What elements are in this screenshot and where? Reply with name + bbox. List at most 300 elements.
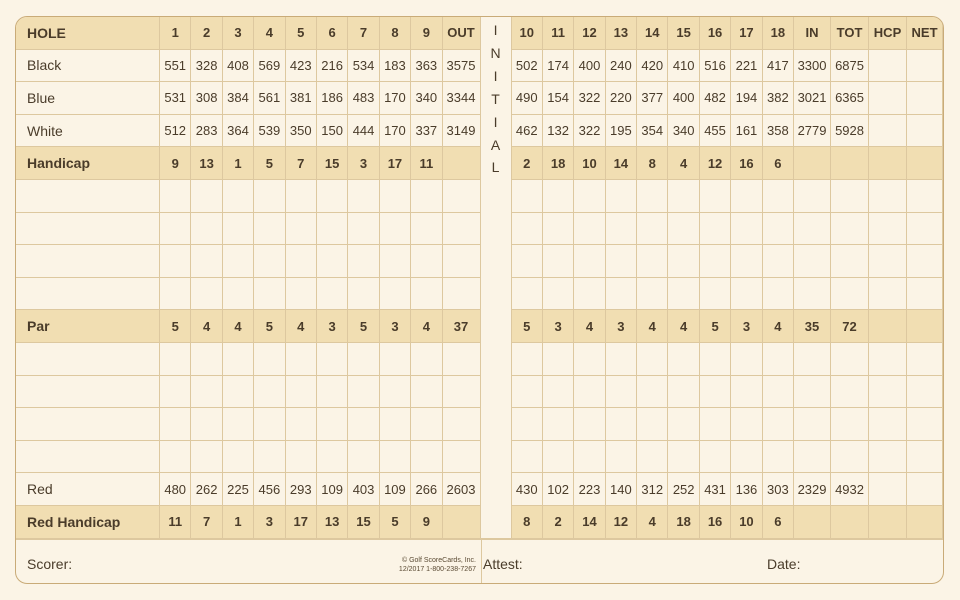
score-cell	[223, 245, 254, 278]
score-cell	[574, 278, 605, 311]
score-cell	[763, 343, 794, 376]
copyright-notice	[384, 556, 476, 574]
score-cell	[543, 180, 574, 213]
score-cell: 252	[668, 473, 699, 506]
score-cell	[637, 441, 668, 474]
footer-divider	[481, 540, 482, 584]
hcp-cell	[869, 82, 907, 115]
score-cell: 410	[668, 50, 699, 83]
initial-column	[481, 17, 512, 539]
hole-number: 10	[512, 17, 543, 50]
score-cell	[637, 245, 668, 278]
score-cell	[348, 213, 379, 246]
score-cell: 456	[254, 473, 285, 506]
score-cell: 455	[700, 115, 731, 148]
scorer-label: Scorer:	[27, 556, 73, 572]
score-cell	[700, 441, 731, 474]
score-cell	[286, 376, 317, 409]
score-cell	[574, 376, 605, 409]
score-cell	[160, 213, 191, 246]
score-cell	[254, 278, 285, 311]
score-cell: 444	[348, 115, 379, 148]
score-cell: 377	[637, 82, 668, 115]
net-cell	[907, 278, 943, 311]
score-cell	[606, 441, 637, 474]
score-cell: 132	[543, 115, 574, 148]
out-cell: 2603	[443, 473, 481, 506]
score-cell: 5	[512, 310, 543, 343]
score-cell: 1	[223, 506, 254, 539]
score-cell: 502	[512, 50, 543, 83]
scorecard-grid	[16, 17, 943, 539]
score-cell: 4	[191, 310, 222, 343]
score-cell	[700, 180, 731, 213]
hcp-cell	[869, 213, 907, 246]
score-cell: 531	[160, 82, 191, 115]
score-cell	[286, 278, 317, 311]
score-cell	[348, 441, 379, 474]
score-cell: 174	[543, 50, 574, 83]
score-cell	[254, 213, 285, 246]
score-cell	[411, 245, 442, 278]
row-label: Handicap	[16, 147, 160, 180]
score-cell	[223, 376, 254, 409]
score-cell	[606, 245, 637, 278]
score-cell	[348, 408, 379, 441]
score-cell	[700, 245, 731, 278]
score-cell	[543, 245, 574, 278]
out-cell	[443, 180, 481, 213]
score-cell: 354	[637, 115, 668, 148]
score-cell	[763, 213, 794, 246]
score-cell	[380, 278, 411, 311]
hole-number: 9	[411, 17, 442, 50]
score-cell: 569	[254, 50, 285, 83]
score-cell: 266	[411, 473, 442, 506]
hcp-cell	[869, 278, 907, 311]
hole-number: 13	[606, 17, 637, 50]
score-cell	[191, 245, 222, 278]
score-cell	[574, 343, 605, 376]
initial-letter: I	[493, 68, 498, 85]
score-cell: 9	[160, 147, 191, 180]
score-cell	[254, 441, 285, 474]
tot-cell: 72	[831, 310, 869, 343]
score-cell	[668, 245, 699, 278]
in-cell	[794, 245, 831, 278]
out-cell	[443, 506, 481, 539]
row-label	[16, 376, 160, 409]
score-cell	[223, 278, 254, 311]
score-cell	[731, 441, 762, 474]
score-cell	[512, 213, 543, 246]
score-cell: 340	[668, 115, 699, 148]
score-cell: 490	[512, 82, 543, 115]
row-label	[16, 343, 160, 376]
score-cell	[160, 343, 191, 376]
score-cell: 216	[317, 50, 348, 83]
score-cell	[512, 278, 543, 311]
in-header: IN	[794, 17, 831, 50]
score-cell: 2	[512, 147, 543, 180]
score-cell	[574, 408, 605, 441]
score-cell	[606, 408, 637, 441]
score-cell	[606, 213, 637, 246]
score-cell	[543, 278, 574, 311]
score-cell: 186	[317, 82, 348, 115]
score-cell: 220	[606, 82, 637, 115]
score-cell: 303	[763, 473, 794, 506]
score-cell: 17	[380, 147, 411, 180]
score-cell: 10	[731, 506, 762, 539]
score-cell	[223, 343, 254, 376]
hole-number: 8	[380, 17, 411, 50]
score-cell: 381	[286, 82, 317, 115]
score-cell: 482	[700, 82, 731, 115]
net-cell	[907, 376, 943, 409]
score-cell	[731, 180, 762, 213]
tot-cell	[831, 441, 869, 474]
score-cell	[380, 408, 411, 441]
score-cell	[668, 408, 699, 441]
score-cell: 194	[731, 82, 762, 115]
score-cell	[286, 245, 317, 278]
score-cell	[637, 213, 668, 246]
score-cell: 358	[763, 115, 794, 148]
score-cell	[254, 245, 285, 278]
score-cell: 140	[606, 473, 637, 506]
score-cell: 12	[606, 506, 637, 539]
score-cell	[700, 343, 731, 376]
score-cell	[574, 441, 605, 474]
row-label: White	[16, 115, 160, 148]
score-cell	[411, 180, 442, 213]
score-cell	[411, 408, 442, 441]
score-cell	[512, 376, 543, 409]
score-cell	[668, 278, 699, 311]
score-cell: 308	[191, 82, 222, 115]
attest-label: Attest:	[483, 556, 523, 572]
in-cell: 2329	[794, 473, 831, 506]
score-cell: 13	[191, 147, 222, 180]
hcp-cell	[869, 343, 907, 376]
score-cell: 3	[606, 310, 637, 343]
score-cell	[191, 441, 222, 474]
copyright-contact: 12/2017 1-800-238-7267	[398, 566, 476, 573]
in-cell: 3021	[794, 82, 831, 115]
score-cell: 109	[380, 473, 411, 506]
score-cell	[574, 213, 605, 246]
score-cell	[668, 376, 699, 409]
initial-letter: L	[491, 159, 500, 176]
score-cell	[380, 245, 411, 278]
score-cell	[731, 343, 762, 376]
hole-number: 7	[348, 17, 379, 50]
net-cell	[907, 506, 943, 539]
hcp-cell	[869, 441, 907, 474]
tot-cell: 6875	[831, 50, 869, 83]
score-cell	[191, 278, 222, 311]
net-cell	[907, 245, 943, 278]
score-cell: 408	[223, 50, 254, 83]
score-cell	[574, 245, 605, 278]
row-label	[16, 441, 160, 474]
out-cell	[443, 213, 481, 246]
score-cell: 539	[254, 115, 285, 148]
score-cell	[191, 343, 222, 376]
score-cell	[380, 213, 411, 246]
score-cell	[411, 278, 442, 311]
score-cell	[191, 408, 222, 441]
score-cell: 483	[348, 82, 379, 115]
hole-number: 18	[763, 17, 794, 50]
score-cell: 312	[637, 473, 668, 506]
score-cell: 8	[512, 506, 543, 539]
score-cell	[637, 278, 668, 311]
score-cell	[606, 343, 637, 376]
score-cell: 18	[543, 147, 574, 180]
score-cell	[254, 408, 285, 441]
score-cell: 11	[160, 506, 191, 539]
score-cell: 420	[637, 50, 668, 83]
net-cell	[907, 343, 943, 376]
score-cell	[317, 343, 348, 376]
hole-number: 6	[317, 17, 348, 50]
score-cell	[637, 343, 668, 376]
score-cell	[411, 376, 442, 409]
hole-number: 1	[160, 17, 191, 50]
initial-letter: A	[490, 136, 501, 153]
in-cell	[794, 147, 831, 180]
score-cell	[286, 343, 317, 376]
score-cell	[286, 408, 317, 441]
score-cell	[731, 213, 762, 246]
score-cell	[160, 278, 191, 311]
score-cell: 161	[731, 115, 762, 148]
score-cell: 3	[254, 506, 285, 539]
score-cell: 16	[731, 147, 762, 180]
tot-cell	[831, 147, 869, 180]
score-cell	[317, 245, 348, 278]
score-cell	[317, 441, 348, 474]
score-cell: 14	[606, 147, 637, 180]
tot-cell	[831, 343, 869, 376]
score-cell: 154	[543, 82, 574, 115]
score-cell: 384	[223, 82, 254, 115]
score-cell: 2	[543, 506, 574, 539]
score-cell: 195	[606, 115, 637, 148]
score-cell	[348, 245, 379, 278]
score-cell	[411, 441, 442, 474]
hcp-cell	[869, 147, 907, 180]
out-cell	[443, 147, 481, 180]
score-cell	[254, 376, 285, 409]
score-cell: 4	[637, 506, 668, 539]
score-cell: 7	[191, 506, 222, 539]
hole-header: HOLE	[16, 17, 160, 50]
score-cell: 3	[380, 310, 411, 343]
score-cell	[763, 408, 794, 441]
initial-letter: I	[493, 113, 498, 130]
score-cell: 10	[574, 147, 605, 180]
score-cell: 240	[606, 50, 637, 83]
score-cell: 3	[731, 310, 762, 343]
tot-cell	[831, 376, 869, 409]
row-label	[16, 408, 160, 441]
in-cell	[794, 376, 831, 409]
score-cell	[543, 441, 574, 474]
date-label: Date:	[767, 556, 801, 572]
score-cell: 136	[731, 473, 762, 506]
net-cell	[907, 473, 943, 506]
hcp-cell	[869, 245, 907, 278]
score-cell	[731, 376, 762, 409]
net-cell	[907, 147, 943, 180]
out-cell: 3149	[443, 115, 481, 148]
tot-cell	[831, 506, 869, 539]
in-cell	[794, 213, 831, 246]
score-cell: 223	[574, 473, 605, 506]
score-cell: 4	[411, 310, 442, 343]
out-cell	[443, 441, 481, 474]
score-cell: 431	[700, 473, 731, 506]
score-cell: 363	[411, 50, 442, 83]
score-cell: 17	[286, 506, 317, 539]
score-cell	[286, 213, 317, 246]
score-cell: 14	[574, 506, 605, 539]
hcp-cell	[869, 180, 907, 213]
out-cell: 3344	[443, 82, 481, 115]
score-cell: 5	[254, 310, 285, 343]
score-cell: 403	[348, 473, 379, 506]
score-cell: 221	[731, 50, 762, 83]
hcp-cell	[869, 506, 907, 539]
score-cell: 340	[411, 82, 442, 115]
row-label: Red	[16, 473, 160, 506]
score-cell: 4	[286, 310, 317, 343]
tot-cell: 4932	[831, 473, 869, 506]
score-cell	[223, 213, 254, 246]
copyright-line: © Golf ScoreCards, Inc.	[401, 557, 476, 564]
hcp-cell	[869, 50, 907, 83]
score-cell	[606, 376, 637, 409]
in-cell	[794, 506, 831, 539]
score-cell: 364	[223, 115, 254, 148]
score-cell	[223, 408, 254, 441]
tot-cell	[831, 213, 869, 246]
score-cell: 150	[317, 115, 348, 148]
hole-number: 11	[543, 17, 574, 50]
row-label	[16, 213, 160, 246]
score-cell: 382	[763, 82, 794, 115]
row-label	[16, 180, 160, 213]
score-cell: 5	[380, 506, 411, 539]
net-cell	[907, 180, 943, 213]
score-cell: 225	[223, 473, 254, 506]
in-cell: 2779	[794, 115, 831, 148]
score-cell: 5	[348, 310, 379, 343]
score-cell: 293	[286, 473, 317, 506]
score-cell	[254, 343, 285, 376]
score-cell	[411, 213, 442, 246]
score-cell: 15	[348, 506, 379, 539]
score-cell: 13	[317, 506, 348, 539]
out-cell	[443, 408, 481, 441]
score-cell: 322	[574, 115, 605, 148]
score-cell: 512	[160, 115, 191, 148]
in-cell	[794, 441, 831, 474]
score-cell: 417	[763, 50, 794, 83]
hcp-cell	[869, 473, 907, 506]
score-cell: 7	[286, 147, 317, 180]
hcp-cell	[869, 310, 907, 343]
score-cell	[191, 213, 222, 246]
hole-number: 3	[223, 17, 254, 50]
hcp-cell	[869, 115, 907, 148]
score-cell	[160, 441, 191, 474]
score-cell: 3	[317, 310, 348, 343]
out-cell	[443, 343, 481, 376]
net-header: NET	[907, 17, 943, 50]
net-cell	[907, 82, 943, 115]
score-cell	[380, 343, 411, 376]
score-cell	[317, 278, 348, 311]
score-cell	[637, 180, 668, 213]
score-cell	[286, 180, 317, 213]
out-cell	[443, 278, 481, 311]
score-cell	[668, 180, 699, 213]
row-label: Black	[16, 50, 160, 83]
in-cell	[794, 343, 831, 376]
score-cell: 551	[160, 50, 191, 83]
score-cell	[254, 180, 285, 213]
score-cell	[700, 376, 731, 409]
score-cell	[348, 376, 379, 409]
score-cell	[160, 245, 191, 278]
score-cell	[606, 180, 637, 213]
initial-vertical-label	[481, 19, 511, 179]
score-cell	[512, 180, 543, 213]
score-cell: 12	[700, 147, 731, 180]
row-label: Par	[16, 310, 160, 343]
score-cell: 170	[380, 82, 411, 115]
score-cell: 4	[574, 310, 605, 343]
score-cell: 11	[411, 147, 442, 180]
score-cell	[223, 180, 254, 213]
scorecard	[15, 16, 944, 584]
in-cell	[794, 278, 831, 311]
score-cell	[574, 180, 605, 213]
score-cell	[317, 213, 348, 246]
score-cell: 109	[317, 473, 348, 506]
row-label	[16, 278, 160, 311]
score-cell	[191, 180, 222, 213]
initial-letter: N	[490, 45, 501, 62]
in-cell: 3300	[794, 50, 831, 83]
out-cell: 3575	[443, 50, 481, 83]
score-cell: 15	[317, 147, 348, 180]
row-label: Blue	[16, 82, 160, 115]
score-cell	[380, 376, 411, 409]
hcp-cell	[869, 376, 907, 409]
score-cell	[668, 213, 699, 246]
score-cell	[543, 408, 574, 441]
score-cell	[411, 343, 442, 376]
score-cell: 462	[512, 115, 543, 148]
initial-letter: T	[491, 90, 500, 107]
score-cell: 5	[700, 310, 731, 343]
score-cell: 18	[668, 506, 699, 539]
